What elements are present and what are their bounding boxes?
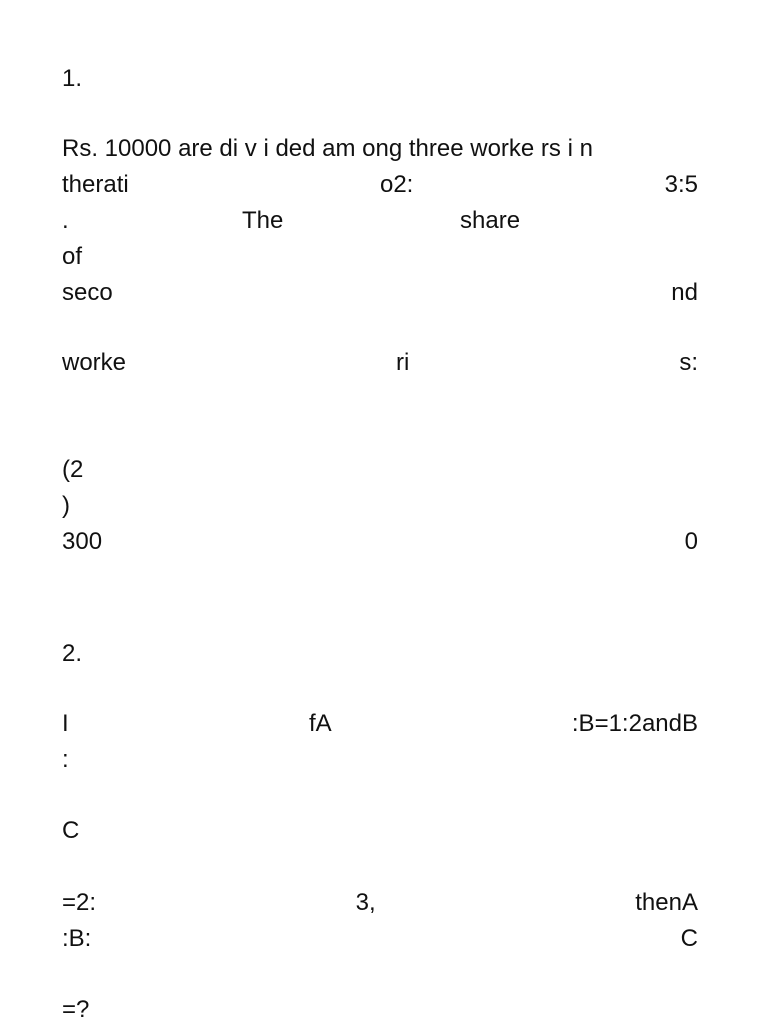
question-2-text-line-6: =? <box>62 996 90 1023</box>
question-2-text-line-5 <box>62 924 698 954</box>
question-1-option-value <box>62 527 698 557</box>
text-fragment: o2: <box>379 171 414 198</box>
text-fragment: C <box>680 925 698 952</box>
question-1-text-line-4: of <box>62 243 83 270</box>
question-1-option-label-close: ) <box>62 492 70 519</box>
text-fragment: The <box>242 207 284 234</box>
question-1-option-label: (2 <box>62 456 84 483</box>
question-2-text-line-4 <box>62 888 698 918</box>
question-1-text-line-3 <box>62 206 698 236</box>
question-1-text-line-1: Rs. 10000 are di v i ded am ong three worke rs i n <box>62 135 593 162</box>
question-2-number: 2. <box>62 640 83 667</box>
question-1-number: 1. <box>62 65 83 92</box>
text-fragment: 300 <box>62 528 103 555</box>
text-fragment: I <box>62 710 69 737</box>
text-fragment: s: <box>679 349 698 376</box>
question-2-text-line-2: : <box>62 746 69 773</box>
text-fragment: thenA <box>635 889 698 916</box>
text-fragment: 0 <box>684 528 698 555</box>
text-fragment: =2: <box>62 889 97 916</box>
text-fragment: ri <box>396 349 410 376</box>
question-1-text-line-2 <box>62 170 698 200</box>
question-1-text-line-5 <box>62 278 698 308</box>
text-fragment: :B: <box>62 925 92 952</box>
question-2-text-line-3: C <box>62 817 80 844</box>
text-fragment: . <box>62 207 69 234</box>
question-1-text-line-6 <box>62 348 698 378</box>
question-2-text-line-1 <box>62 709 698 739</box>
text-fragment: 3, <box>355 889 376 916</box>
text-fragment: nd <box>671 279 698 306</box>
text-fragment: worke <box>62 349 127 376</box>
text-fragment: 3:5 <box>664 171 698 198</box>
text-fragment: :B=1:2andB <box>571 710 698 737</box>
text-fragment: therati <box>62 171 129 198</box>
text-fragment: share <box>460 207 521 234</box>
text-fragment: fA <box>308 710 332 737</box>
text-fragment: seco <box>62 279 113 306</box>
